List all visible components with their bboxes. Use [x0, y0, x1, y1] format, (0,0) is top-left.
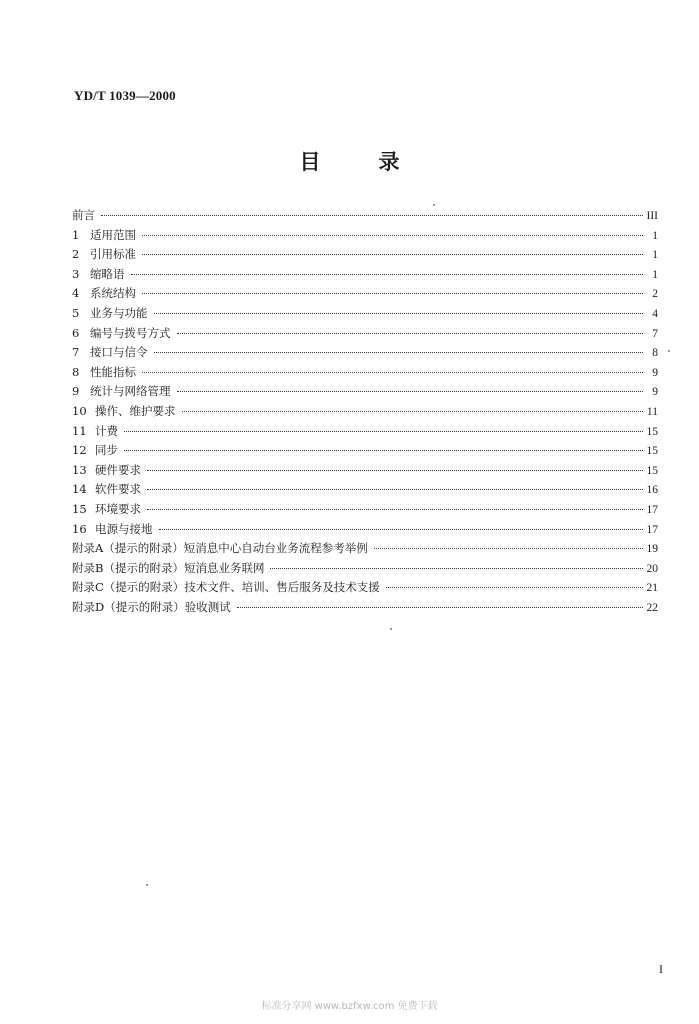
toc-entry [72, 284, 658, 304]
toc-entry-number: 10 [72, 403, 87, 418]
toc-entry [72, 461, 658, 481]
toc-entry-number: 8 [72, 364, 80, 379]
toc-entry-title: 统计与网络管理 [90, 384, 171, 399]
toc-entry-page: 15 [646, 445, 658, 458]
toc-entry-title: 附录A（提示的附录）短消息中心自动台业务流程参考举例 [72, 541, 368, 556]
toc-entry [72, 245, 658, 265]
toc-entry-title: 硬件要求 [95, 462, 141, 477]
toc-entry-title: 操作、维护要求 [95, 403, 176, 418]
toc-entry-page: 15 [646, 425, 658, 438]
toc-entry [72, 539, 658, 559]
toc-entry-page: 20 [646, 562, 658, 575]
toc-entry-number: 15 [72, 501, 87, 516]
toc-entry-title: 计费 [95, 423, 118, 438]
toc-dot-leader [154, 352, 644, 353]
toc-dot-leader [142, 254, 643, 255]
toc-dot-leader [270, 568, 643, 569]
scan-speck [433, 204, 435, 206]
page-title: 目录 [299, 150, 458, 174]
toc-entry [72, 226, 658, 246]
toc-dot-leader [147, 470, 643, 471]
toc-entry-title: 缩略语 [90, 266, 125, 281]
toc-entry-title: 环境要求 [95, 501, 141, 516]
scan-speck [390, 628, 392, 630]
toc-entry-title: 业务与功能 [90, 305, 148, 320]
toc-entry-page: 9 [652, 386, 658, 399]
toc-entry-title: 性能指标 [90, 364, 136, 379]
toc-entry-number: 6 [72, 325, 80, 340]
toc-entry-number: 4 [72, 286, 80, 301]
scan-speck [668, 350, 670, 352]
toc-entry [72, 265, 658, 285]
toc-entry-number: 16 [72, 521, 87, 536]
toc-entry-number: 11 [72, 423, 87, 438]
toc-entry-title: 系统结构 [90, 286, 136, 301]
toc-dot-leader [237, 607, 643, 608]
toc-entry-number: 5 [72, 305, 80, 320]
toc-entry [72, 382, 658, 402]
document-code: YD/T 1039—2000 [74, 88, 176, 103]
toc-entry-title: 附录B（提示的附录）短消息业务联网 [72, 560, 265, 575]
toc-entry [72, 441, 658, 461]
toc-dot-leader [142, 235, 643, 236]
toc-entry-title: 软件要求 [95, 482, 141, 497]
toc-dot-leader [159, 529, 644, 530]
toc-entry-number: 12 [72, 443, 87, 458]
toc-entry-page: 17 [646, 523, 658, 536]
toc-dot-leader [386, 587, 643, 588]
toc-entry-page: 1 [652, 268, 658, 281]
toc-dot-leader [142, 293, 643, 294]
toc-entry-page: 11 [646, 405, 658, 418]
toc-dot-leader [177, 391, 644, 392]
toc-entry-page: 1 [652, 249, 658, 262]
toc-entry-page: 9 [652, 366, 658, 379]
toc-entry [72, 500, 658, 520]
toc-dot-leader [131, 274, 644, 275]
toc-entry-title: 前言 [72, 208, 95, 222]
toc-entry-page: 17 [646, 503, 658, 516]
toc-entry-title: 引用标准 [90, 247, 136, 262]
toc-entry-number: 13 [72, 462, 87, 477]
toc-entry [72, 206, 658, 226]
toc-dot-leader [142, 372, 643, 373]
toc-dot-leader [101, 215, 643, 216]
toc-dot-leader [154, 313, 644, 314]
toc-entry-page: 16 [646, 484, 658, 497]
page-number: I [659, 962, 663, 976]
toc-entry-page: 4 [652, 307, 658, 320]
toc-dot-leader [147, 489, 643, 490]
toc-entry [72, 304, 658, 324]
toc-entry-number: 14 [72, 482, 87, 497]
toc-entry [72, 578, 658, 598]
table-of-contents [72, 206, 658, 617]
toc-entry-number: 3 [72, 266, 80, 281]
toc-dot-leader [124, 431, 643, 432]
toc-entry-page: 15 [646, 464, 658, 477]
toc-dot-leader [177, 333, 644, 334]
toc-entry-title: 编号与拨号方式 [90, 325, 171, 340]
toc-entry-page: 21 [646, 582, 658, 595]
watermark-text: 标准分享网 www.bzfxw.com 免费下载 [261, 1001, 438, 1012]
toc-dot-leader [147, 509, 643, 510]
toc-entry-number: 2 [72, 247, 80, 262]
toc-entry [72, 598, 658, 618]
toc-entry [72, 422, 658, 442]
toc-entry-page: 7 [652, 327, 658, 340]
toc-entry-title: 同步 [95, 443, 118, 458]
toc-entry [72, 480, 658, 500]
toc-entry [72, 520, 658, 540]
toc-entry-page: 1 [652, 229, 658, 242]
toc-entry [72, 559, 658, 579]
toc-entry-number: 7 [72, 345, 80, 360]
toc-entry-page: 22 [646, 601, 658, 614]
toc-entry-page: 8 [652, 347, 658, 360]
toc-entry-title: 适用范围 [90, 227, 136, 242]
toc-entry-title: 附录C（提示的附录）技术文件、培训、售后服务及技术支援 [72, 580, 380, 595]
scan-speck [146, 884, 148, 886]
toc-entry [72, 324, 658, 344]
toc-entry [72, 363, 658, 383]
toc-entry [72, 402, 658, 422]
toc-entry-page: 19 [646, 543, 658, 556]
toc-entry-number: 1 [72, 227, 80, 242]
toc-dot-leader [374, 548, 643, 549]
toc-entry [72, 343, 658, 363]
toc-entry-page: III [646, 210, 658, 222]
toc-entry-title: 电源与接地 [95, 521, 153, 536]
toc-dot-leader [182, 411, 644, 412]
toc-dot-leader [124, 450, 643, 451]
toc-entry-page: 2 [652, 288, 658, 301]
toc-entry-title: 接口与信令 [90, 345, 148, 360]
toc-entry-title: 附录D（提示的附录）验收测试 [72, 599, 231, 614]
toc-entry-number: 9 [72, 384, 80, 399]
